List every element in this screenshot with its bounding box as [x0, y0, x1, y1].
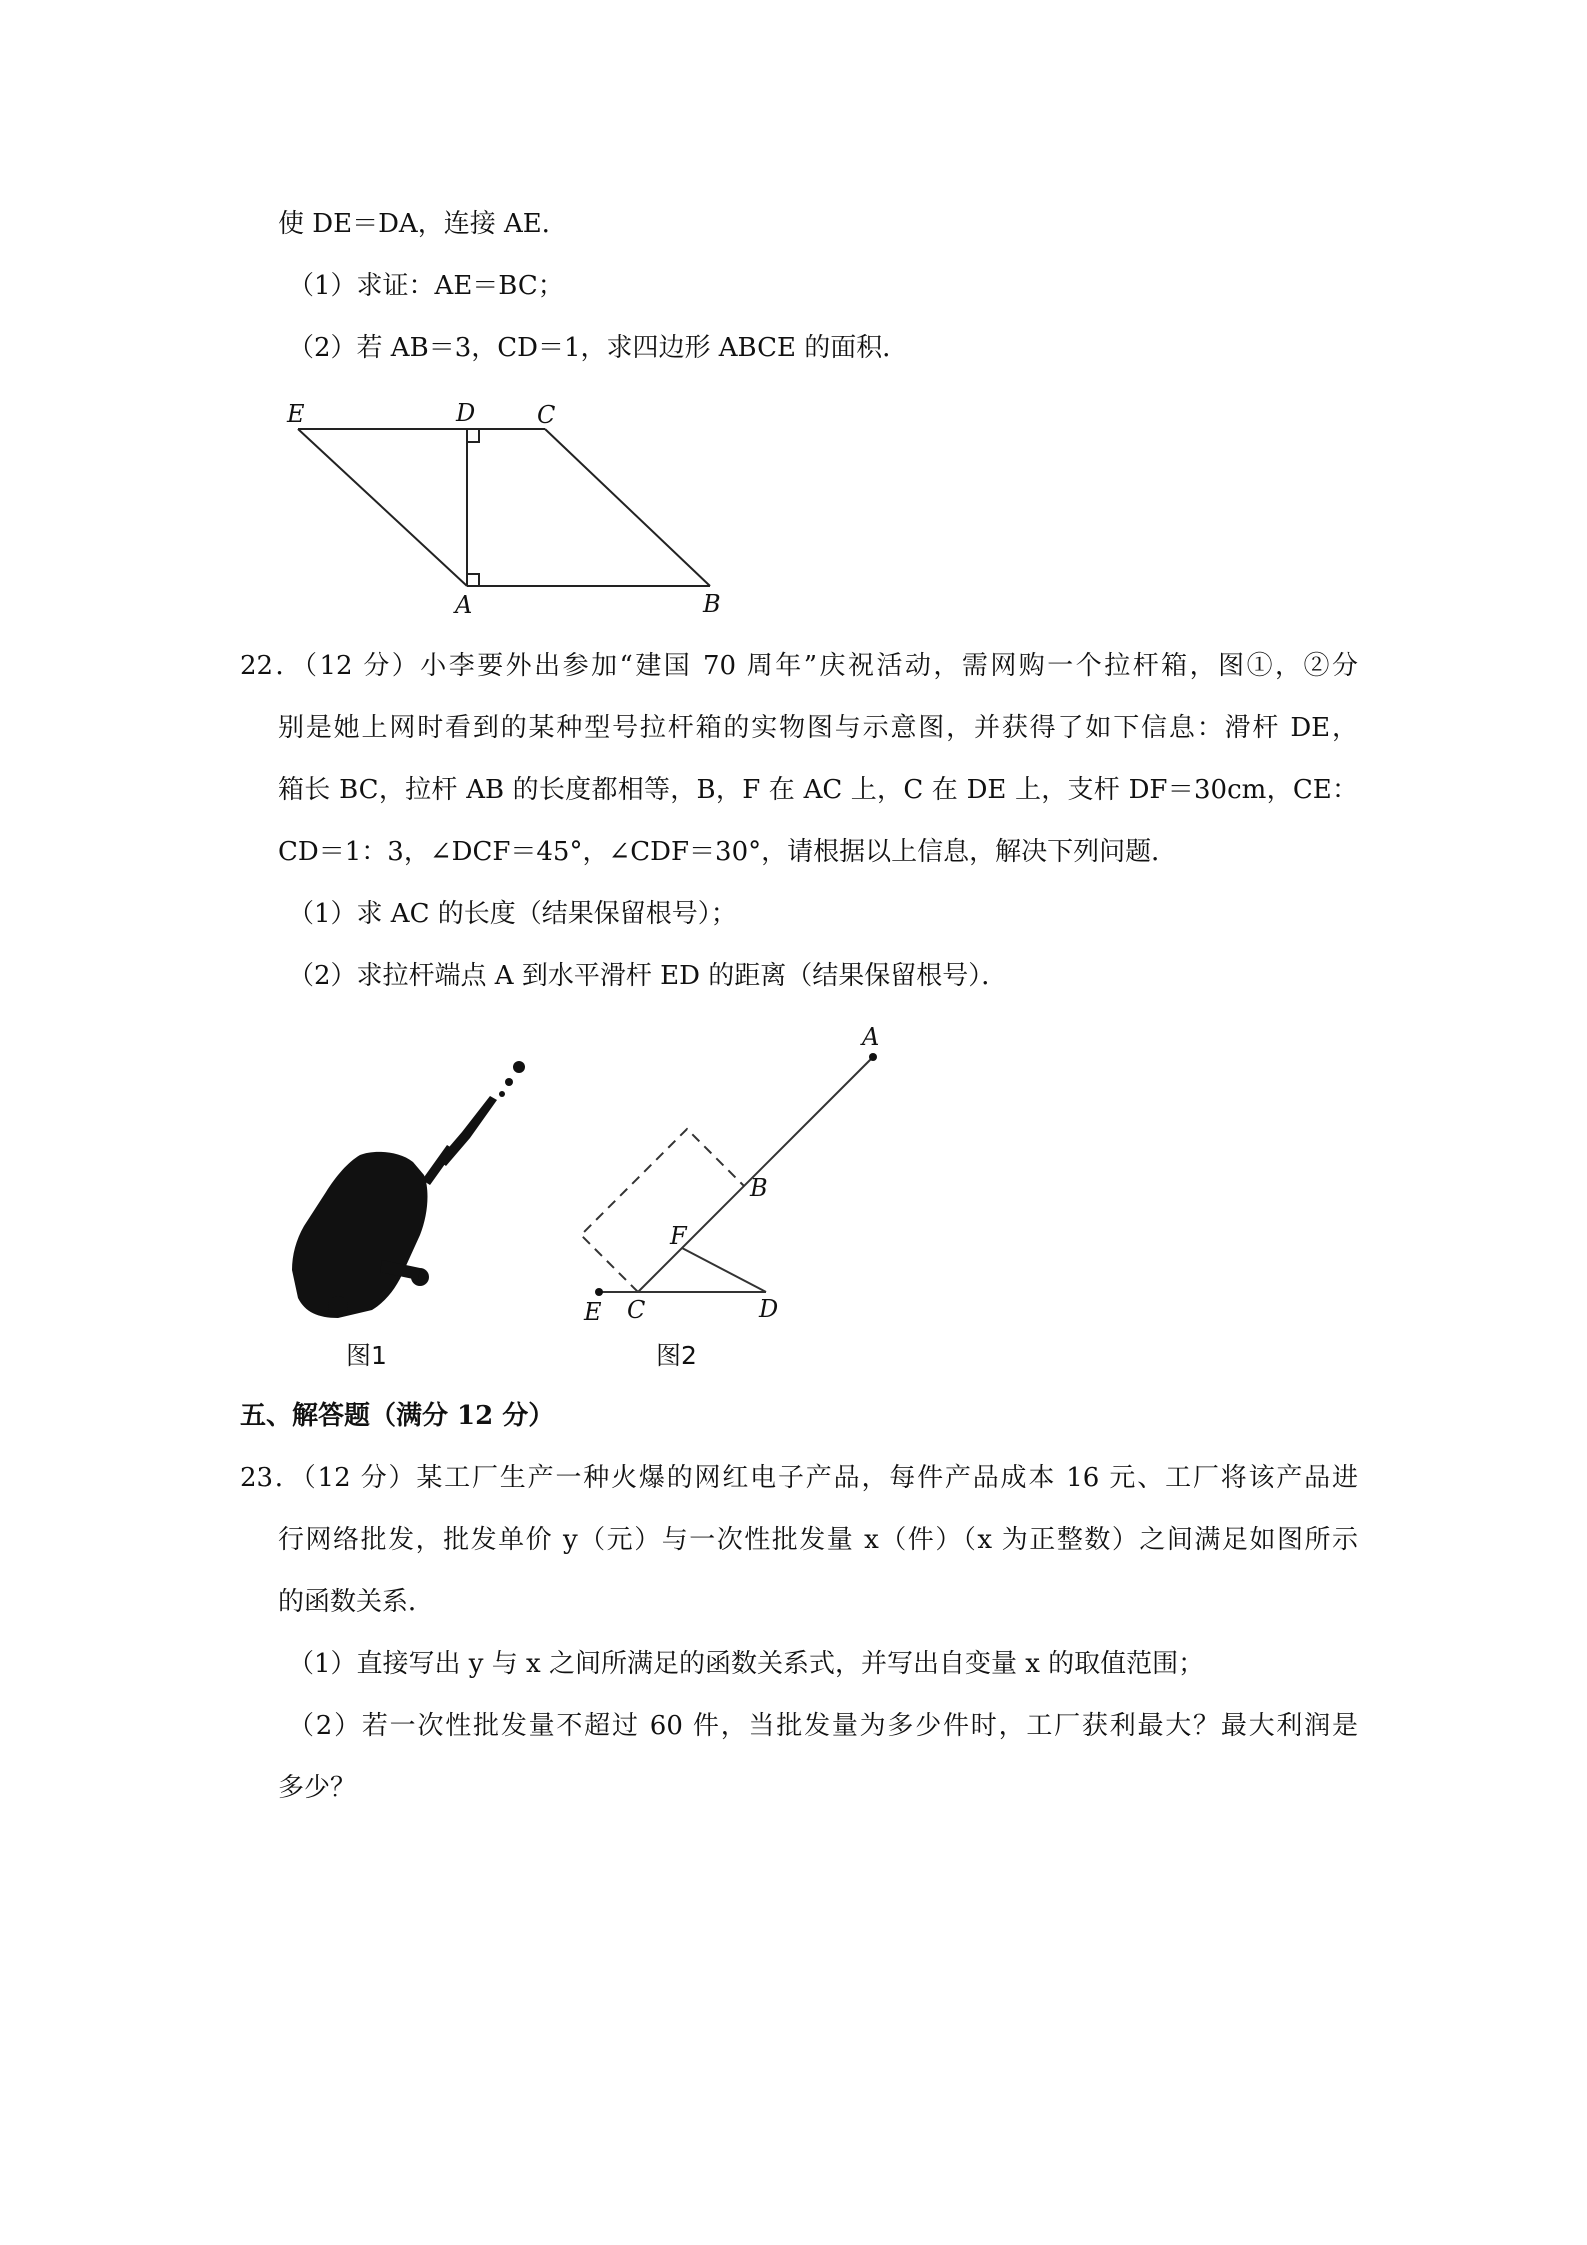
q23-line1: 23．（12 分）某工厂生产一种火爆的网红电子产品，每件产品成本 16 元、工厂将该产品进 — [240, 1463, 1358, 1493]
q21-label-c: C — [537, 401, 556, 429]
q21-segment-ea — [298, 429, 467, 586]
q21-label-d: D — [456, 399, 476, 427]
q22-figure2-caption: 图2 — [656, 1341, 697, 1370]
q22-segment-fd — [682, 1248, 766, 1292]
q22-label-a: A — [862, 1023, 880, 1051]
q21-label-b: B — [703, 590, 721, 618]
q22-label-c: C — [627, 1296, 646, 1324]
q22-part2: （2）求拉杆端点 A 到水平滑杆 ED 的距离（结果保留根号）． — [288, 961, 1008, 991]
q22-label-e: E — [584, 1298, 602, 1326]
q22-line2: 别是她上网时看到的某种型号拉杆箱的实物图与示意图，并获得了如下信息：滑杆 DE， — [278, 713, 1358, 743]
q22-point-e — [595, 1288, 603, 1296]
q23-line3: 的函数关系． — [278, 1587, 435, 1617]
q22-line4: CD＝1：3，∠DCF＝45°，∠CDF＝30°，请根据以上信息，解决下列问题． — [278, 837, 1178, 867]
q22-line3: 箱长 BC，拉杆 AB 的长度都相等，B，F 在 AC 上，C 在 DE 上，支杆 DF＝30cm，CE： — [278, 775, 1358, 805]
q21-part2: （2）若 AB＝3，CD＝1，求四边形 ABCE 的面积． — [288, 333, 909, 363]
q23-part2-line2: 多少？ — [278, 1773, 357, 1803]
q22-part1: （1）求 AC 的长度（结果保留根号）； — [288, 899, 737, 929]
q23-part1: （1）直接写出 y 与 x 之间所满足的函数关系式，并写出自变量 x 的取值范围； — [288, 1649, 1205, 1679]
q21-segment-cb — [545, 429, 710, 586]
q22-line1: 22．（12 分）小李要外出参加“建国 70 周年”庆祝活动，需网购一个拉杆箱，图①，②分 — [240, 651, 1358, 681]
q22-point-a — [869, 1053, 877, 1061]
q22-label-b: B — [750, 1174, 768, 1202]
q23-part2-line1: （2）若一次性批发量不超过 60 件，当批发量为多少件时，工厂获利最大？最大利润是 — [288, 1711, 1358, 1741]
q21-intro-line: 使 DE＝DA，连接 AE． — [278, 209, 568, 239]
q22-label-d: D — [759, 1295, 779, 1323]
q21-right-angle-mark-d — [467, 429, 479, 442]
q23-line2: 行网络批发，批发单价 y（元）与一次性批发量 x（件）（x 为正整数）之间满足如图所示 — [278, 1525, 1358, 1555]
q21-right-angle-mark-a — [467, 574, 479, 586]
q22-dashed-box — [581, 1129, 744, 1292]
q21-label-a: A — [455, 591, 473, 619]
q22-segment-ca — [638, 1057, 873, 1292]
q21-part1: （1）求证：AE＝BC； — [288, 271, 564, 301]
q22-figure1-caption: 图1 — [346, 1341, 387, 1370]
q21-label-e: E — [287, 400, 305, 428]
section5-heading: 五、解答题（满分 12 分） — [240, 1401, 555, 1431]
q22-label-f: F — [670, 1222, 687, 1250]
